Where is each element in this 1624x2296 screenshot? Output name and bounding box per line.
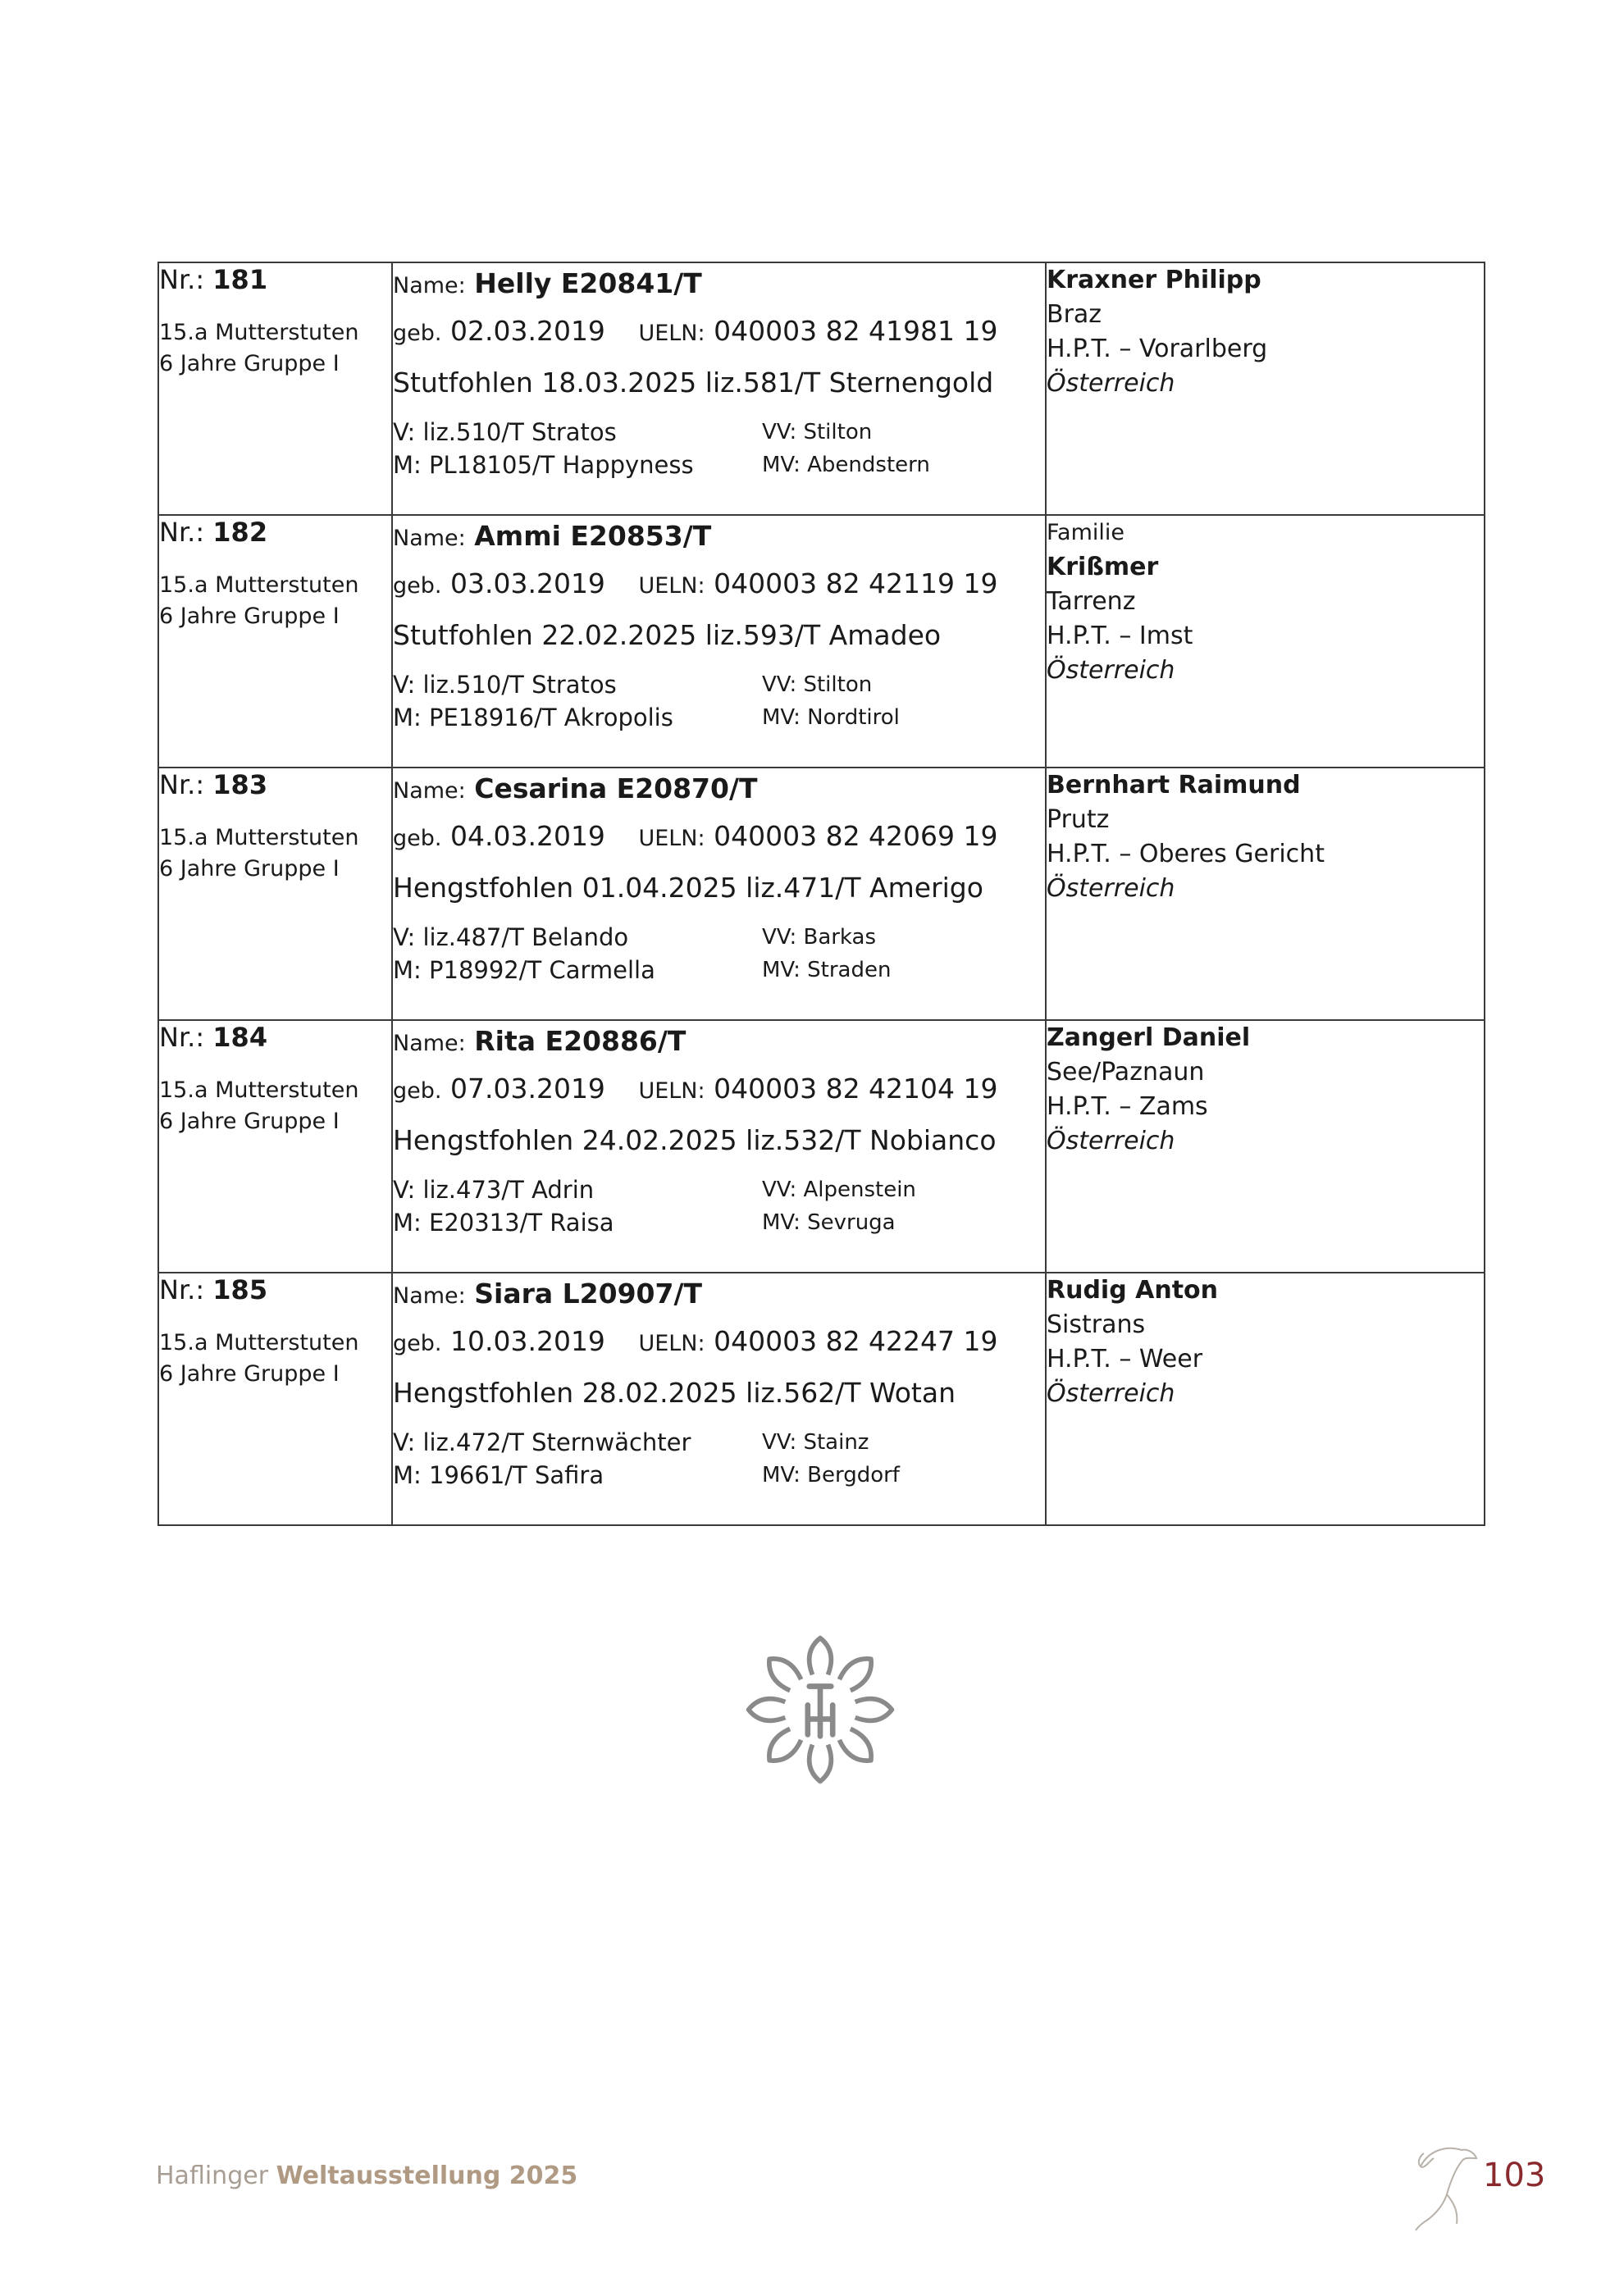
- owner-name: Bernhart Raimund: [1047, 771, 1301, 800]
- owner-hpt: H.P.T. – Imst: [1047, 622, 1193, 650]
- owner-country: Österreich: [1047, 656, 1175, 685]
- dam: M: 19661/T Safira: [393, 1461, 604, 1489]
- ueln-value: 040003 82 42247 19: [714, 1325, 998, 1357]
- ueln-label: UELN:: [638, 1078, 705, 1104]
- ueln-label: UELN:: [638, 321, 705, 346]
- owner-country-line: [1047, 367, 1484, 401]
- entry-number-label: Nr.:: [159, 769, 205, 800]
- birth-label: geb.: [393, 321, 442, 346]
- logo-petal: [769, 1729, 801, 1761]
- owner-name: Kraxner Philipp: [1047, 266, 1261, 294]
- entry-class: [159, 317, 391, 380]
- entry-class-line1: 15.a Mutterstuten: [159, 1330, 359, 1355]
- entry-number: [159, 768, 391, 801]
- entry-number-cell: [158, 515, 392, 768]
- entry-number-cell: [158, 1020, 392, 1273]
- ueln-label: UELN:: [638, 573, 705, 599]
- birth-label: geb.: [393, 1078, 442, 1104]
- entry-number: [159, 263, 391, 296]
- foal-info: Stutfohlen 18.03.2025 liz.581/T Sternengold: [393, 367, 994, 399]
- owner-name: Krißmer: [1047, 553, 1159, 581]
- ueln-label: UELN:: [638, 1331, 705, 1356]
- horse-cell: [392, 262, 1046, 515]
- owner-place: Sistrans: [1047, 1310, 1146, 1339]
- horse-name-label: Name:: [393, 1283, 466, 1309]
- entry-class: [159, 1328, 391, 1390]
- horse-name-label: Name:: [393, 1031, 466, 1056]
- footer-event: Weltausstellung 2025: [276, 2162, 578, 2190]
- foal-info: Stutfohlen 22.02.2025 liz.593/T Amadeo: [393, 619, 942, 651]
- entry-number-label: Nr.:: [159, 264, 205, 295]
- dam-sire: MV: Bergdorf: [762, 1463, 900, 1487]
- owner-cell: [1046, 515, 1485, 768]
- owner-place: Prutz: [1047, 805, 1110, 834]
- catalog-table: [157, 262, 1485, 1526]
- owner-cell: [1046, 768, 1485, 1020]
- birth-line: [393, 559, 1045, 611]
- dam-sire: MV: Nordtirol: [762, 705, 900, 730]
- entry-number-value: 185: [212, 1274, 268, 1305]
- birth-line: [393, 1064, 1045, 1116]
- sire-sire: VV: Stainz: [762, 1430, 869, 1455]
- entry-row: [158, 1273, 1485, 1525]
- sire: V: liz.473/T Adrin: [393, 1176, 595, 1204]
- entry-class-line2: 6 Jahre Gruppe I: [159, 604, 340, 629]
- dam: M: PL18105/T Happyness: [393, 451, 694, 479]
- entry-number-cell: [158, 768, 392, 1020]
- ueln-value: 040003 82 41981 19: [714, 315, 998, 347]
- entry-number-value: 183: [212, 769, 268, 800]
- dam-sire: MV: Straden: [762, 958, 892, 982]
- birth-date: 04.03.2019: [449, 820, 605, 852]
- horse-cell: [392, 768, 1046, 1020]
- birth-date: 10.03.2019: [449, 1325, 605, 1357]
- dam: M: PE18916/T Akropolis: [393, 704, 673, 731]
- pedigree: [393, 416, 1045, 481]
- pedigree: [393, 668, 1045, 734]
- ueln-value: 040003 82 42104 19: [714, 1073, 998, 1105]
- horse-name: Cesarina E20870/T: [474, 772, 758, 804]
- owner-name-line: [1047, 768, 1484, 803]
- owner-place: See/Paznaun: [1047, 1058, 1205, 1086]
- dam: M: E20313/T Raisa: [393, 1209, 614, 1237]
- entry-number-label: Nr.:: [159, 1274, 205, 1305]
- ueln-value: 040003 82 42069 19: [714, 820, 998, 852]
- owner-hpt: H.P.T. – Oberes Gericht: [1047, 840, 1325, 868]
- birth-line: [393, 812, 1045, 863]
- entry-class-line2: 6 Jahre Gruppe I: [159, 351, 340, 376]
- owner-name: Rudig Anton: [1047, 1276, 1219, 1305]
- birth-line: [393, 1317, 1045, 1369]
- owner-name-line: [1047, 550, 1484, 585]
- horse-name-label: Name:: [393, 273, 466, 298]
- entry-number-value: 181: [212, 264, 268, 295]
- owner-country-line: [1047, 1377, 1484, 1411]
- footer-brand: Haflinger: [156, 2162, 269, 2190]
- entry-number: [159, 1273, 391, 1306]
- owner-hpt: H.P.T. – Vorarlberg: [1047, 335, 1268, 363]
- horse-cell: [392, 1020, 1046, 1273]
- entry-row: [158, 768, 1485, 1020]
- entry-class-line1: 15.a Mutterstuten: [159, 320, 359, 345]
- logo-monogram: [808, 1687, 833, 1737]
- entry-number: [159, 1021, 391, 1054]
- entry-number-label: Nr.:: [159, 517, 205, 548]
- foal-info: Hengstfohlen 24.02.2025 liz.532/T Nobianco: [393, 1124, 997, 1156]
- owner-name-line: [1047, 1273, 1484, 1308]
- sire-sire: VV: Stilton: [762, 672, 873, 697]
- edelweiss-logo: [742, 1628, 898, 1792]
- horse-name: Siara L20907/T: [474, 1278, 703, 1310]
- entry-class: [159, 822, 391, 885]
- owner-cell: [1046, 1273, 1485, 1525]
- owner-hpt: H.P.T. – Weer: [1047, 1345, 1203, 1374]
- owner-country: Österreich: [1047, 369, 1175, 398]
- logo-petal: [810, 1745, 832, 1782]
- birth-date: 07.03.2019: [449, 1073, 605, 1105]
- horse-icon: [1404, 2134, 1480, 2232]
- entry-number-value: 184: [212, 1022, 268, 1053]
- horse-name-line: [393, 1273, 1045, 1317]
- horse-name-label: Name:: [393, 526, 466, 551]
- sire-sire: VV: Barkas: [762, 925, 877, 950]
- birth-label: geb.: [393, 1331, 442, 1356]
- owner-place: Braz: [1047, 300, 1102, 329]
- entry-class-line1: 15.a Mutterstuten: [159, 572, 359, 598]
- dam-sire: MV: Sevruga: [762, 1210, 896, 1235]
- entry-number-label: Nr.:: [159, 1022, 205, 1053]
- horse-name-line: [393, 263, 1045, 307]
- horse-name: Helly E20841/T: [474, 267, 702, 299]
- logo-petal: [855, 1699, 892, 1721]
- sire: V: liz.510/T Stratos: [393, 671, 617, 699]
- horse-name: Rita E20886/T: [474, 1025, 687, 1057]
- pedigree: [393, 1173, 1045, 1239]
- sire-sire: VV: Stilton: [762, 420, 873, 444]
- owner-country: Österreich: [1047, 1379, 1175, 1408]
- birth-label: geb.: [393, 826, 442, 851]
- entry-class-line1: 15.a Mutterstuten: [159, 1077, 359, 1103]
- page-number: 103: [1483, 2157, 1546, 2194]
- owner-hpt: H.P.T. – Zams: [1047, 1092, 1208, 1121]
- entry-class-line1: 15.a Mutterstuten: [159, 825, 359, 850]
- entry-row: [158, 1020, 1485, 1273]
- foal-info: Hengstfohlen 28.02.2025 liz.562/T Wotan: [393, 1377, 956, 1409]
- owner-prefix: Familie: [1047, 520, 1125, 545]
- owner-country: Österreich: [1047, 874, 1175, 903]
- ueln-label: UELN:: [638, 826, 705, 851]
- logo-petal: [839, 1729, 871, 1761]
- horse-cell: [392, 515, 1046, 768]
- owner-cell: [1046, 262, 1485, 515]
- sire: V: liz.510/T Stratos: [393, 418, 617, 446]
- entry-number-value: 182: [212, 517, 268, 548]
- entry-class: [159, 1075, 391, 1137]
- owner-country-line: [1047, 872, 1484, 906]
- logo-petal: [810, 1638, 832, 1675]
- birth-date: 02.03.2019: [449, 315, 605, 347]
- pedigree: [393, 1426, 1045, 1492]
- ueln-value: 040003 82 42119 19: [714, 567, 998, 599]
- entry-class-line2: 6 Jahre Gruppe I: [159, 1109, 340, 1134]
- entry-number-cell: [158, 1273, 392, 1525]
- entry-class-line2: 6 Jahre Gruppe I: [159, 1361, 340, 1387]
- owner-name: Zangerl Daniel: [1047, 1023, 1251, 1052]
- owner-country: Österreich: [1047, 1127, 1175, 1155]
- birth-line: [393, 307, 1045, 358]
- sire: V: liz.472/T Sternwächter: [393, 1428, 691, 1456]
- logo-petal: [769, 1659, 801, 1691]
- sire-sire: VV: Alpenstein: [762, 1178, 916, 1202]
- dam: M: P18992/T Carmella: [393, 956, 655, 984]
- entry-number: [159, 516, 391, 549]
- pedigree: [393, 921, 1045, 986]
- owner-name-line: [1047, 263, 1484, 298]
- entry-number-cell: [158, 262, 392, 515]
- birth-date: 03.03.2019: [449, 567, 605, 599]
- horse-name-line: [393, 768, 1045, 812]
- birth-label: geb.: [393, 573, 442, 599]
- owner-cell: [1046, 1020, 1485, 1273]
- entry-class-line2: 6 Jahre Gruppe I: [159, 856, 340, 882]
- entry-row: [158, 515, 1485, 768]
- owner-country-line: [1047, 654, 1484, 688]
- footer-title: [156, 2162, 577, 2190]
- entry-row: [158, 262, 1485, 515]
- horse-name-line: [393, 516, 1045, 559]
- horse-name-line: [393, 1021, 1045, 1064]
- logo-petal: [749, 1699, 786, 1721]
- owner-name-line: [1047, 1021, 1484, 1055]
- horse-name-label: Name:: [393, 778, 466, 804]
- horse-name: Ammi E20853/T: [474, 520, 712, 552]
- horse-cell: [392, 1273, 1046, 1525]
- owner-place: Tarrenz: [1047, 587, 1136, 616]
- foal-info: Hengstfohlen 01.04.2025 liz.471/T Amerigo: [393, 872, 983, 904]
- entry-class: [159, 570, 391, 632]
- logo-petal: [839, 1659, 871, 1691]
- dam-sire: MV: Abendstern: [762, 453, 930, 477]
- sire: V: liz.487/T Belando: [393, 923, 629, 951]
- owner-country-line: [1047, 1124, 1484, 1159]
